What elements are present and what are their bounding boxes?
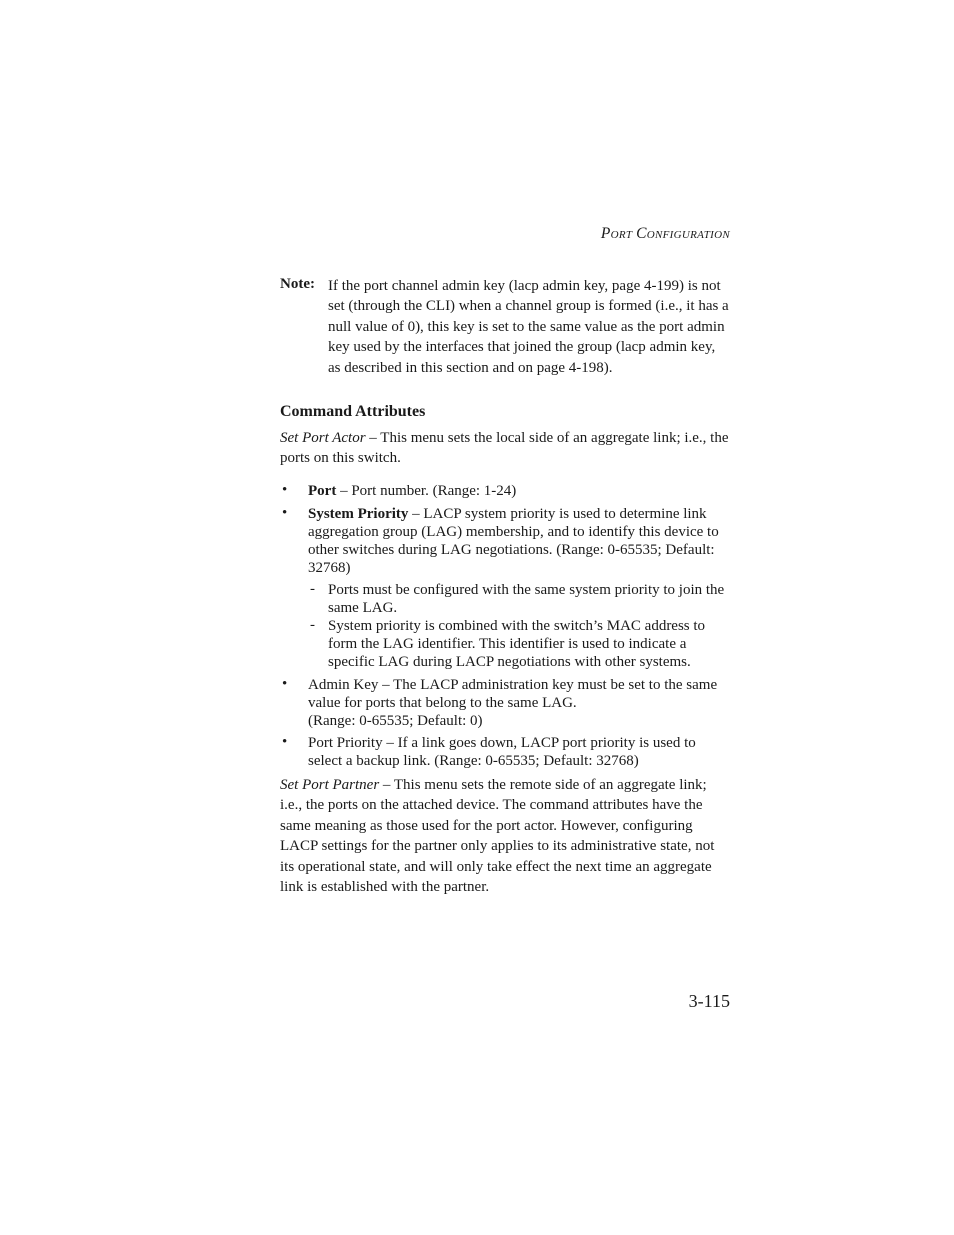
bullet-marker: •	[282, 482, 288, 498]
actor-paragraph	[280, 428, 730, 469]
bullet-item-port	[308, 482, 730, 500]
section-heading: Command Attributes	[280, 403, 426, 420]
sub-item-same-priority: Ports must be configured with the same system priority to join the same LAG.	[328, 582, 725, 616]
partner-paragraph	[280, 775, 730, 897]
bullet-description: – Port number. (Range: 1-24)	[336, 483, 517, 499]
bullet-item-system-priority	[308, 505, 730, 577]
bullet-description: Port Priority – If a link goes down, LACP port priority is used to select a backup link. (Range: 0-65535; Default: 32768)	[308, 735, 696, 769]
bullet-marker: •	[282, 676, 288, 692]
sub-item-marker: -	[310, 617, 315, 633]
running-head	[480, 225, 730, 243]
note-label: Note:	[280, 276, 315, 292]
running-head-onfiguration: ONFIGURATION	[646, 229, 730, 241]
actor-text: – This menu sets the local side of an aggregate link; i.e., the ports on this switch.	[280, 430, 729, 467]
bullet-marker: •	[282, 505, 288, 521]
actor-title: Set Port Actor	[280, 430, 366, 446]
sub-item-lag-identifier: System priority is combined with the switch’s MAC address to form the LAG identifier. This identifier is used to indicate a specific LAG during LACP negotiations with other systems.	[328, 618, 706, 670]
bullet-description: – LACP system priority is used to determine link aggregation group (LAG) membership, and to identify this device to other switches during LAG negotiations. (Range: 0-65535; Default: 32768)	[308, 506, 719, 576]
bullet-description: Admin Key – The LACP administration key must be set to the same value for ports that belong to the same LAG.	[308, 677, 718, 711]
admin-key-range: (Range: 0-65535; Default: 0)	[308, 713, 483, 729]
partner-title: Set Port Partner	[280, 777, 380, 793]
bullet-marker: •	[282, 734, 288, 750]
note-text: If the port channel admin key (lacp admin key, page 4-199) is not set (through the CLI) when a channel group is formed (i.e., it has a null value of 0), this key is set to the same value as the port admin key used by the interfaces that joined the group (lacp admin key, as described in this section and on page 4-198).	[328, 278, 729, 376]
partner-text: – This menu sets the remote side of an aggregate link; i.e., the ports on the attached device. The command attributes have the same meaning as those used for the port actor. However, configuring LACP settings for the partner only applies to its administrative state, not its operational state, and will only take effect the next time an aggregate link is established with the partner.	[280, 777, 715, 896]
running-head-ort: ORT	[610, 229, 633, 241]
running-head-initial-p: P	[600, 225, 611, 242]
page-number: 3-115	[688, 991, 730, 1011]
bullet-term: Port	[308, 483, 337, 499]
sub-item-marker: -	[310, 581, 315, 597]
running-head-initial-c: C	[636, 225, 647, 242]
bullet-item-admin-key	[308, 676, 730, 730]
bullet-item-port-priority	[308, 734, 730, 770]
bullet-term: System Priority	[308, 506, 409, 522]
